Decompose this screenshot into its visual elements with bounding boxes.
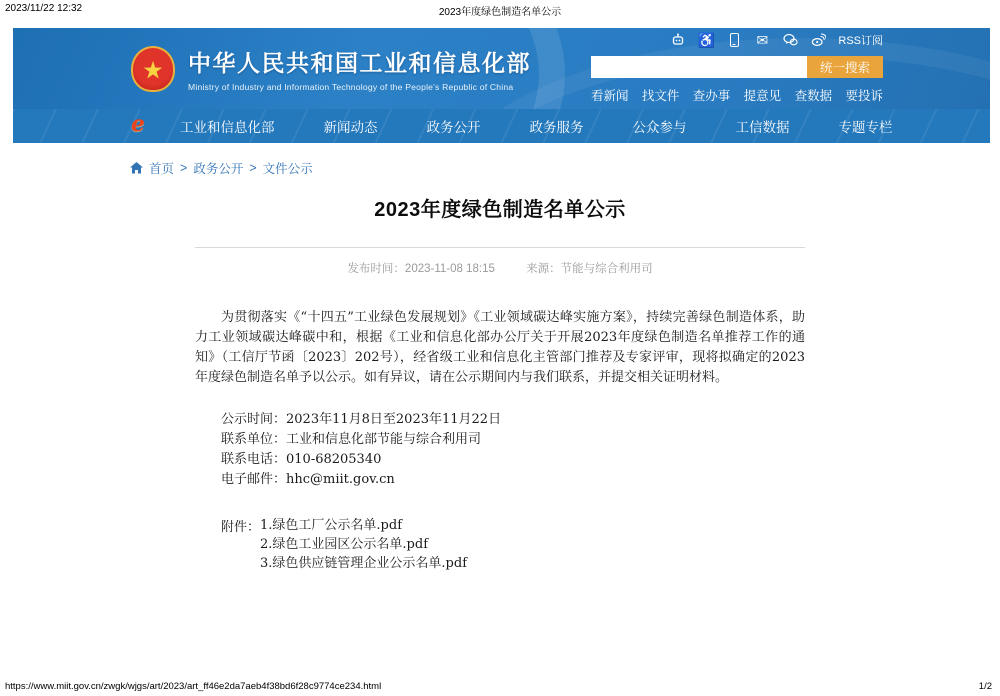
header-icon-row — [591, 30, 883, 50]
print-datetime: 2023/11/22 12:32 — [5, 3, 83, 14]
nav-item-miit[interactable]: 工业和信息化部 — [180, 120, 275, 135]
site-header — [13, 28, 990, 143]
miit-e-logo-icon: e — [131, 111, 145, 137]
nav-item-special-topics[interactable]: 专题专栏 — [838, 120, 893, 135]
wechat-icon[interactable] — [782, 32, 798, 48]
print-footer — [5, 681, 992, 692]
quick-link-services[interactable]: 查办事 — [692, 89, 731, 103]
attachment-green-supply-chain-pdf[interactable]: 3.绿色供应链管理企业公示名单.pdf — [260, 556, 468, 571]
main-nav — [13, 109, 990, 143]
brand[interactable] — [131, 45, 531, 92]
search-button[interactable]: 统一搜索 — [807, 56, 883, 78]
nav-item-public-participation[interactable]: 公众参与 — [632, 120, 687, 135]
nav-item-gov-openness[interactable]: 政务公开 — [426, 120, 481, 135]
article-meta — [195, 260, 805, 276]
breadcrumb — [130, 159, 313, 177]
search-input[interactable] — [591, 56, 807, 78]
nav-item-news[interactable]: 新闻动态 — [323, 120, 378, 135]
mobile-icon[interactable] — [726, 32, 742, 48]
publicity-period: 公示时间：2023年11月8日至2023年11月22日 — [221, 412, 502, 427]
article — [195, 193, 805, 573]
print-doc-title: 2023年度绿色制造名单公示 — [438, 7, 562, 18]
nav-item-gov-services[interactable]: 政务服务 — [529, 120, 584, 135]
breadcrumb-home[interactable]: 首页 — [149, 162, 175, 176]
print-header — [5, 3, 995, 18]
breadcrumb-separator: > — [180, 161, 188, 175]
breadcrumb-separator: > — [249, 161, 257, 175]
accessibility-icon[interactable]: ♿ — [697, 32, 716, 48]
attachment-green-industrial-park-pdf[interactable]: 2.绿色工业园区公示名单.pdf — [260, 537, 429, 552]
print-url: https://www.miit.gov.cn/zwgk/wjgs/art/2023/art_ff46e2da7aeb4f38bd6f28c9774ce234.html — [5, 681, 382, 692]
article-title: 2023年度绿色制造名单公示 — [374, 199, 626, 221]
contact-email: 电子邮件：hhc@miit.gov.cn — [221, 472, 395, 487]
site-subtitle: Ministry of Industry and Information Technology of the People's Republic of China — [188, 82, 514, 92]
site-title: 中华人民共和国工业和信息化部 — [188, 50, 531, 76]
nav-item-industry-data[interactable]: 工信数据 — [735, 120, 790, 135]
header-top-band — [13, 28, 990, 109]
quick-link-complaint[interactable]: 要投诉 — [845, 89, 883, 103]
robot-icon[interactable] — [670, 32, 686, 48]
national-emblem-logo: ★ — [131, 46, 175, 92]
article-paragraph: 为贯彻落实《“十四五”工业绿色发展规划》《工业领域碳达峰实施方案》，持续完善绿色制造体系，助力工业领域碳达峰碳中和，根据《工业和信息化部办公厅关于开展2023年度绿色制造名单推荐工作的通知》（工信厅节函〔2023〕202号），经省级工业和信息化主管部门推荐及专家评审，现将拟确定的2023年度绿色制造名单予以公示。如有异议，请在公示期间内与我们联系，并提交相关证明材料。 — [195, 310, 805, 385]
publish-time: 发布时间：2023-11-08 18:15 — [347, 263, 495, 275]
rss-link[interactable]: RSS订阅 — [838, 35, 883, 47]
attachments — [221, 516, 805, 573]
contact-unit: 联系单位：工业和信息化部节能与综合利用司 — [221, 432, 482, 447]
print-page-number: 1/2 — [978, 681, 992, 692]
attachment-green-factory-pdf[interactable]: 1.绿色工厂公示名单.pdf — [260, 518, 403, 533]
contact-info — [221, 410, 805, 490]
article-source: 来源：节能与综合利用司 — [526, 263, 653, 275]
meta-divider — [195, 247, 805, 248]
breadcrumb-file-publicity[interactable]: 文件公示 — [262, 162, 313, 176]
breadcrumb-gov-openness[interactable]: 政务公开 — [193, 162, 244, 176]
quick-link-files[interactable]: 找文件 — [641, 89, 680, 103]
quick-link-news[interactable]: 看新闻 — [591, 89, 629, 103]
home-icon[interactable] — [130, 162, 143, 174]
attachments-label: 附件： — [221, 520, 261, 535]
weibo-icon[interactable] — [810, 32, 826, 48]
quick-link-feedback[interactable]: 提意见 — [743, 89, 782, 103]
contact-phone: 联系电话：010-68205340 — [221, 452, 382, 467]
quick-link-data[interactable]: 查数据 — [794, 89, 833, 103]
mail-icon[interactable]: ✉ — [756, 32, 769, 48]
quick-links — [591, 86, 883, 104]
